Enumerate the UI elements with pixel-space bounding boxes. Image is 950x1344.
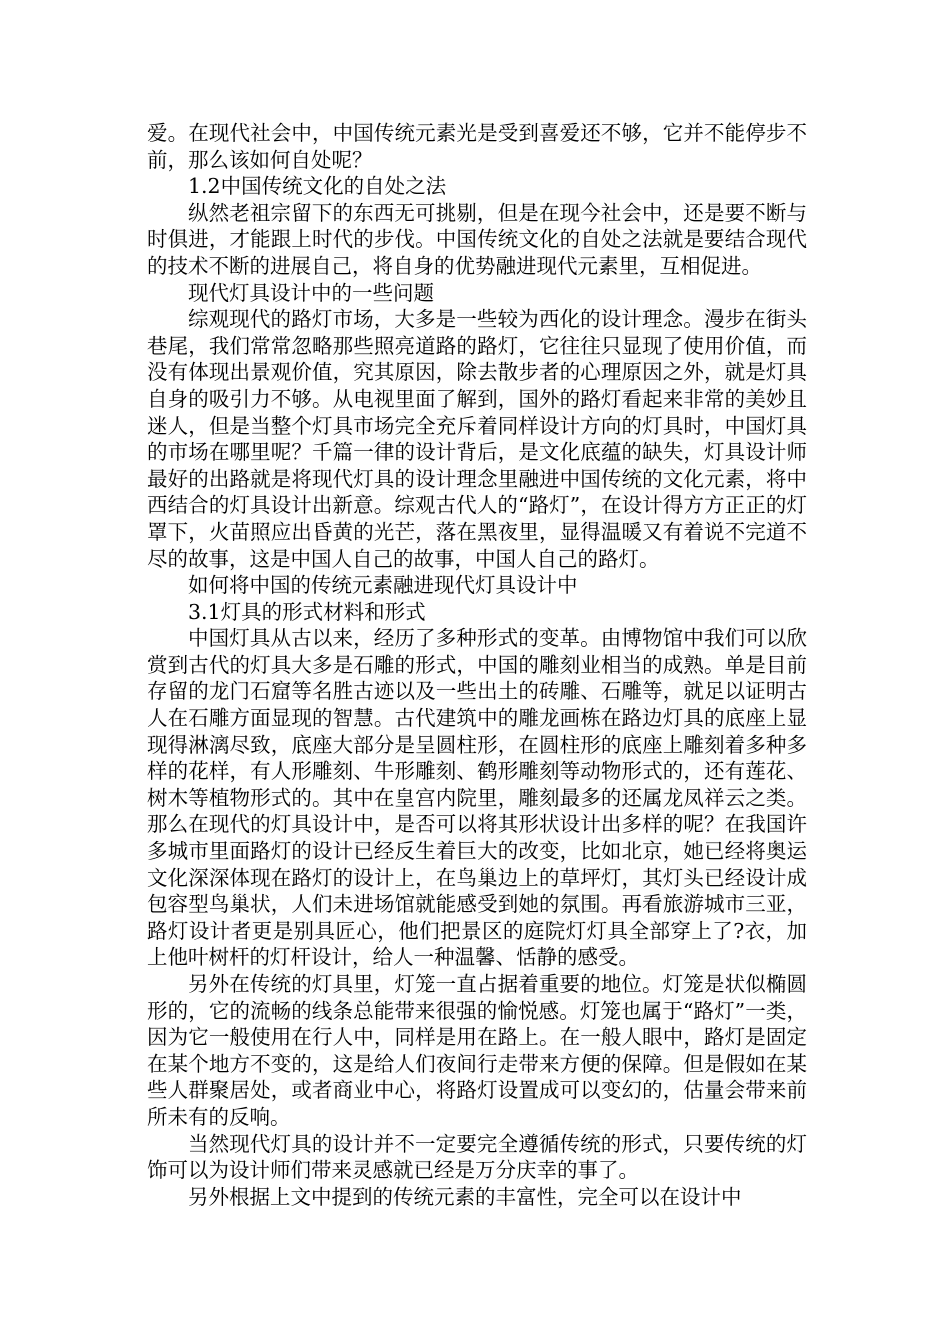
paragraph: 爱。在现代社会中，中国传统元素光是受到喜爱还不够，它并不能停步不前，那么该如何自处呢？ bbox=[147, 121, 807, 172]
section-heading: 如何将中国的传统元素融进现代灯具设计中 bbox=[188, 573, 578, 598]
paragraph: 中国灯具从古以来，经历了多种形式的变革。由博物馆中我们可以欣赏到古代的灯具大多是石雕的形式，中国的雕刻业相当的成熟。单是目前存留的龙门石窟等名胜古迹以及一些出土的砖雕、石雕等，就足以证明古人在石雕方面显现的智慧。古代建筑中的雕龙画栋在路边灯具的底座上显现得淋漓尽致，底座大部分是呈圆柱形，在圆柱形的底座上雕刻着多种多样的花样，有人形雕刻、牛形雕刻、鹤形雕刻等动物形式的，还有莲花、树木等植物形式的。其中在皇宫内院里，雕刻最多的还属龙凤祥云之类。那么在现代的灯具设计中，是否可以将其形状设计出多样的呢？在我国许多城市里面路灯的设计已经反生着巨大的改变，比如北京，她已经将奥运文化深深体现在路灯的设计上，在鸟巢边上的草坪灯，其灯头已经设计成包容型鸟巢状，人们未进场馆就能感受到她的氛围。再看旅游城市三亚，路灯设计者更是别具匠心，他们把景区的庭院灯灯具全部穿上了?衣，加上他叶树杆的灯杆设计，给人一种温馨、恬静的感受。 bbox=[147, 626, 807, 970]
paragraph: 另外在传统的灯具里，灯笼一直占据着重要的地位。灯笼是状似椭圆形的，它的流畅的线条总能带来很强的愉悦感。灯笼也属于“路灯”一类，因为它一般使用在行人中，同样是用在路上。在一般人眼中，路灯是固定在某个地方不变的，这是给人们夜间行走带来方便的保障。但是假如在某些人群聚居处，或者商业中心，将路灯设置成可以变幻的，估量会带来前所未有的反响。 bbox=[147, 972, 807, 1129]
paragraph: 当然现代灯具的设计并不一定要完全遵循传统的形式，只要传统的灯饰可以为设计师们带来灵感就已经是万分庆幸的事了。 bbox=[147, 1131, 807, 1183]
section-heading: 现代灯具设计中的一些问题 bbox=[188, 280, 434, 305]
paragraph: 综观现代的路灯市场，大多是一些较为西化的设计理念。漫步在街头巷尾，我们常常忽略那些照亮道路的路灯，它往往只显现了使用价值，而没有体现出景观价值，究其原因，除去散步者的心理原因之外，就是灯具自身的吸引力不够。从电视里面了解到，国外的路灯看起来非常的美妙且迷人，但是当整个灯具市场完全充斥着同样设计方向的灯具时，中国灯具的市场在哪里呢？千篇一律的设计背后，是文化底蕴的缺失，灯具设计师最好的出路就是将现代灯具的设计理念里融进中国传统的文化元素，将中西结合的灯具设计出新意。综观古代人的“路灯”，在设计得方方正正的灯罩下，火苗照应出昏黄的光芒，落在黑夜里，显得温暖又有着说不完道不尽的故事，这是中国人自己的故事，中国人自己的路灯。 bbox=[147, 307, 807, 571]
paragraph: 另外根据上文中提到的传统元素的丰富性，完全可以在设计中 bbox=[188, 1184, 742, 1209]
paragraph: 纵然老祖宗留下的东西无可挑剔，但是在现今社会中，还是要不断与时俱进，才能跟上时代的步伐。中国传统文化的自处之法就是要结合现代的技术不断的进展自己，将自身的优势融进现代元素里，互相促进。 bbox=[147, 200, 807, 278]
document-body bbox=[147, 120, 807, 1210]
section-heading: 1.2中国传统文化的自处之法 bbox=[188, 174, 447, 199]
section-heading: 3.1灯具的形式材料和形式 bbox=[188, 599, 426, 624]
